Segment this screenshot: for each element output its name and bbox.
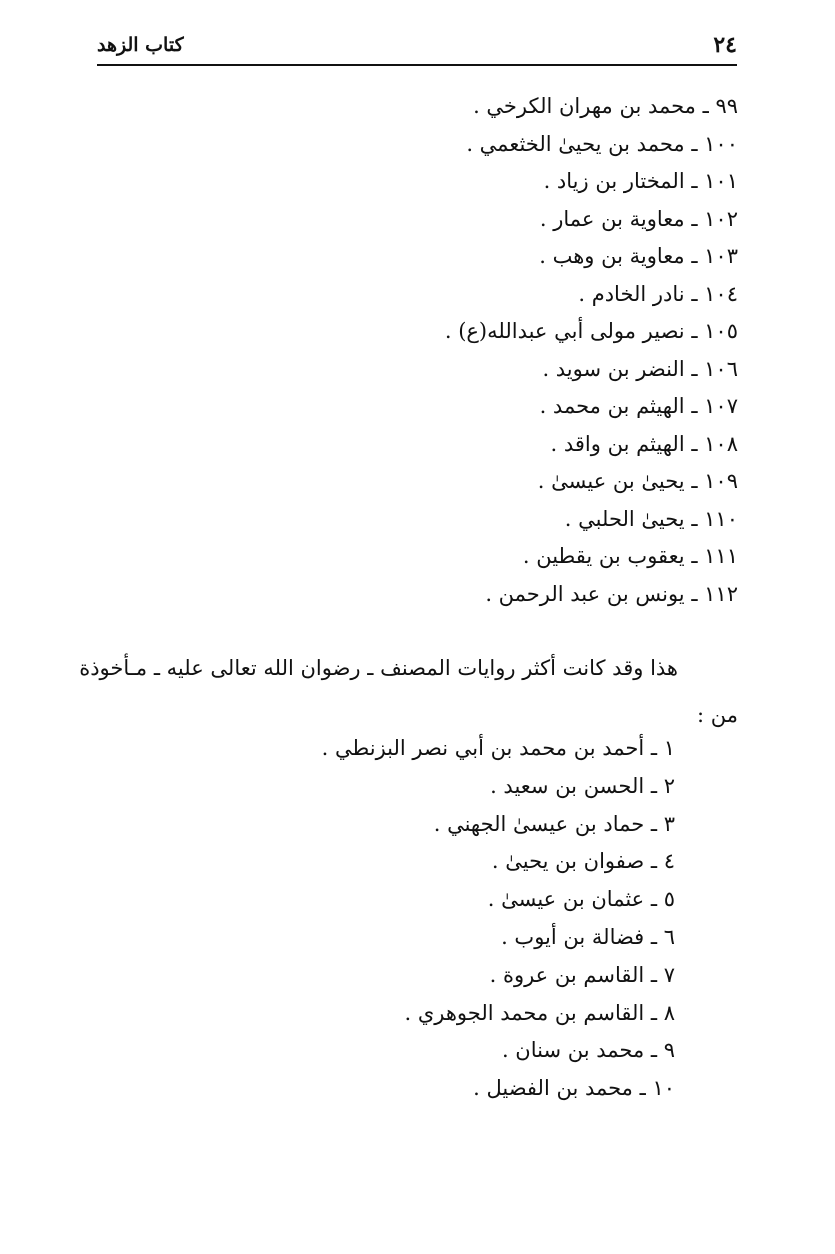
list-item: ١٠٢ ـ معاوية بن عمار . <box>539 206 738 231</box>
list-item: ٧ ـ القاسم بن عروة . <box>489 962 675 987</box>
list-item: ٤ ـ صفوان بن يحيىٰ . <box>491 849 675 874</box>
list-item: ١٠١ ـ المختار بن زياد . <box>543 169 738 193</box>
list-item: ٥ ـ عثمان بن عيسىٰ . <box>487 887 675 912</box>
list-item: ٩٩ ـ محمد بن مهران الكرخي . <box>473 94 738 118</box>
page-header <box>97 30 737 64</box>
list-item: ١٠٥ ـ نصير مولى أبي عبدالله(ع) . <box>444 319 738 343</box>
list-item: ١١٠ ـ يحيىٰ الحلبي . <box>564 506 738 531</box>
narrators-list <box>445 88 738 613</box>
list-item: ١٠٩ ـ يحيىٰ بن عيسىٰ . <box>537 469 738 493</box>
header-rule <box>97 64 737 66</box>
list-item: ١١٢ ـ يونس بن عبد الرحمن . <box>485 581 738 606</box>
list-item: ١٠٦ ـ النضر بن سويد . <box>542 356 738 381</box>
list-item: ٩ ـ محمد بن سنان . <box>501 1038 675 1063</box>
book-title: كتاب الزهد <box>97 34 184 56</box>
list-item: ٣ ـ حماد بن عيسىٰ الجهني . <box>433 811 675 836</box>
intro-paragraph: هذا وقد كانت أكثر روايات المصنف ـ رضوان الله تعالى عليه ـ مـأخوذة <box>79 656 678 680</box>
list-item: ١١١ ـ يعقوب بن يقطين . <box>522 544 738 568</box>
list-item: ١٠ ـ محمد بن الفضيل . <box>473 1076 675 1101</box>
from-label: من : <box>697 703 738 727</box>
list-item: ٢ ـ الحسن بن سعيد . <box>490 773 675 798</box>
list-item: ٦ ـ فضالة بن أيوب . <box>501 924 675 949</box>
list-item: ١٠٣ ـ معاوية بن وهب . <box>539 244 738 268</box>
sources-list <box>322 730 675 1108</box>
list-item: ١٠٤ ـ نادر الخادم . <box>578 281 738 306</box>
list-item: ١ ـ أحمد بن محمد بن أبي نصر البزنطي . <box>321 736 675 760</box>
list-item: ٨ ـ القاسم بن محمد الجوهري . <box>404 1000 675 1025</box>
list-item: ١٠٨ ـ الهيثم بن واقد . <box>550 431 738 456</box>
list-item: ١٠٠ ـ محمد بن يحيىٰ الخثعمي . <box>466 131 738 156</box>
page-number: ٢٤ <box>713 32 737 58</box>
list-item: ١٠٧ ـ الهيثم بن محمد . <box>539 394 738 418</box>
